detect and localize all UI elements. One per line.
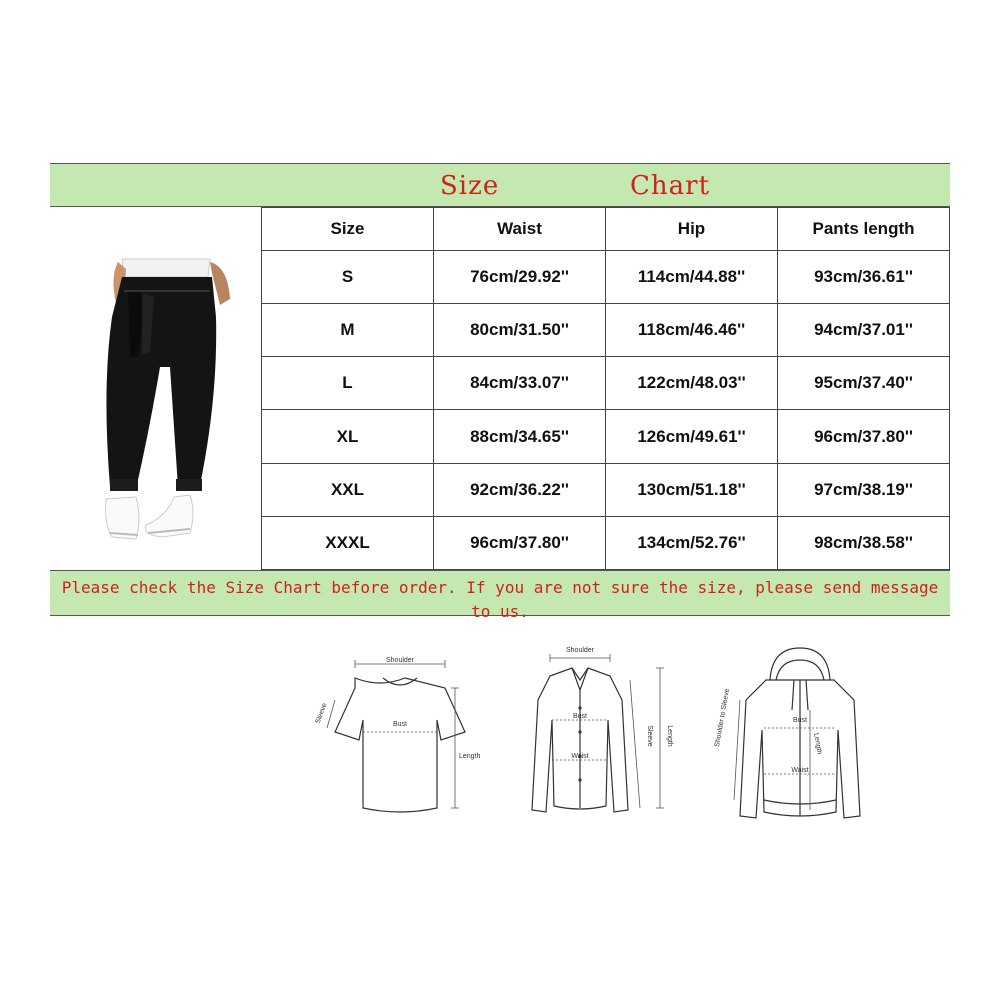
- title-word-size: Size: [440, 171, 500, 201]
- cell-waist: 96cm/37.80'': [434, 516, 606, 569]
- cell-hip: 130cm/51.18'': [606, 463, 778, 516]
- cell-size: XXL: [262, 463, 434, 516]
- hoodie-bust-label: Bust: [792, 717, 808, 724]
- hoodie-waist-label: Waist: [791, 767, 809, 774]
- cell-hip: 118cm/46.46'': [606, 304, 778, 357]
- cell-hip: 134cm/52.76'': [606, 516, 778, 569]
- header-pants-length: Pants length: [778, 208, 950, 251]
- cell-waist: 84cm/33.07'': [434, 357, 606, 410]
- tshirt-length-label: Length: [459, 753, 481, 760]
- notice-band: [50, 570, 950, 621]
- notice-text: Please check the Size Chart before order. If you are not sure the size, please send message to us.: [61, 578, 939, 621]
- cell-pants-length: 97cm/38.19'': [778, 463, 950, 516]
- tshirt-bust-label: Bust: [392, 721, 408, 728]
- table-row: [262, 516, 950, 569]
- product-photo-pants: [50, 207, 260, 570]
- size-chart-title-band: [50, 163, 950, 207]
- table-row: [262, 357, 950, 410]
- cell-size: XL: [262, 410, 434, 463]
- table-header-row: [262, 208, 950, 251]
- cell-size: M: [262, 304, 434, 357]
- shirt-bust-label: Bust: [572, 713, 588, 720]
- cell-pants-length: 93cm/36.61'': [778, 251, 950, 304]
- header-hip: Hip: [606, 208, 778, 251]
- table-row: [262, 463, 950, 516]
- size-table: [261, 207, 950, 570]
- cell-pants-length: 95cm/37.40'': [778, 357, 950, 410]
- cell-waist: 92cm/36.22'': [434, 463, 606, 516]
- title-word-chart: Chart: [630, 171, 711, 201]
- table-row: [262, 304, 950, 357]
- shirt-length-label: Length: [666, 725, 673, 747]
- cell-size: S: [262, 251, 434, 304]
- cell-pants-length: 96cm/37.80'': [778, 410, 950, 463]
- cell-waist: 88cm/34.65'': [434, 410, 606, 463]
- hoodie-length-label: Length: [812, 732, 823, 755]
- cell-size: XXXL: [262, 516, 434, 569]
- shirt-measurement-diagram: [510, 640, 690, 825]
- cell-waist: 80cm/31.50'': [434, 304, 606, 357]
- cell-pants-length: 98cm/38.58'': [778, 516, 950, 569]
- shirt-sleeve-label: Sleeve: [646, 725, 653, 747]
- hoodie-shoulder-to-sleeve-label: Shoulder to Sleeve: [713, 688, 732, 748]
- header-waist: Waist: [434, 208, 606, 251]
- cell-hip: 114cm/44.88'': [606, 251, 778, 304]
- tshirt-measurement-diagram: [305, 640, 495, 825]
- cell-size: L: [262, 357, 434, 410]
- cell-hip: 126cm/49.61'': [606, 410, 778, 463]
- hoodie-measurement-diagram: [710, 640, 890, 825]
- tshirt-sleeve-label: Sleeve: [314, 702, 329, 725]
- cell-hip: 122cm/48.03'': [606, 357, 778, 410]
- shirt-waist-label: Waist: [571, 753, 589, 760]
- cell-waist: 76cm/29.92'': [434, 251, 606, 304]
- header-size: Size: [262, 208, 434, 251]
- shirt-shoulder-label: Shoulder: [565, 647, 595, 654]
- table-row: [262, 251, 950, 304]
- tshirt-shoulder-label: Shoulder: [385, 657, 415, 664]
- cell-pants-length: 94cm/37.01'': [778, 304, 950, 357]
- table-row: [262, 410, 950, 463]
